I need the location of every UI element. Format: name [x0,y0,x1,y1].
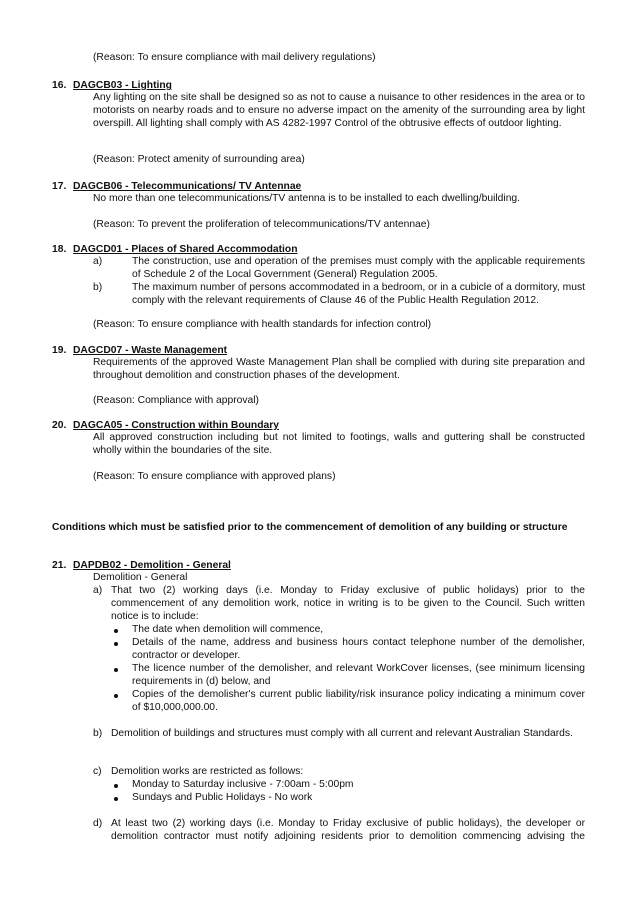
reason-text: (Reason: Protect amenity of surrounding area) [93,154,305,165]
condition-number: 16. [52,80,67,91]
bullet-item [114,779,585,792]
reason-text: (Reason: To prevent the proliferation of telecommunications/TV antennae) [93,219,430,230]
condition-number: 20. [52,420,67,431]
reason-text: (Reason: To ensure compliance with mail delivery regulations) [93,52,376,63]
bullet-text: Monday to Saturday inclusive - 7:00am - 5:00pm [132,779,354,790]
bullet-item [114,663,585,689]
bullet-text: Details of the name, address and business hours contact telephone number of the demolisher, contractor or developer. [132,637,585,661]
list-item-label: a) [93,256,103,267]
condition-number: 17. [52,181,67,192]
bullet-icon [114,784,118,788]
condition-body: No more than one telecommunications/TV antenna is to be installed to each dwelling/building. [93,193,521,204]
list-item: The maximum number of persons accommodated in a bedroom, or in a cubicle of a dormitory, must comply with the relevant requirements of Clause 46 of the Public Health Regulation 2012. [132,282,585,306]
list-item: That two (2) working days (i.e. Monday to Friday exclusive of public holidays) prior to the commencement of any demolition work, notice in writing is to be given to the Council. Such written notice is to include: [111,585,585,622]
bullet-icon [114,629,118,633]
section-heading: Conditions which must be satisfied prior to the commencement of demolition of any building or structure [52,522,568,533]
list-item-label: b) [93,728,103,739]
bullet-icon [114,642,118,646]
bullet-icon [114,797,118,801]
list-item: Demolition works are restricted as follows: [111,766,304,777]
condition-title: DAGCB03 - Lighting [73,80,172,91]
condition-subtitle: Demolition - General [93,572,188,583]
condition-number: 18. [52,244,67,255]
list-item-label: b) [93,282,103,293]
list-item-label: a) [93,585,103,596]
bullet-text: The date when demolition will commence, [132,624,324,635]
bullet-icon [114,668,118,672]
reason-text: (Reason: To ensure compliance with health standards for infection control) [93,319,432,330]
condition-title: DAGCD01 - Places of Shared Accommodation [73,244,298,255]
bullet-item [114,689,585,715]
condition-title: DAGCA05 - Construction within Boundary [73,420,279,431]
bullet-item [114,792,585,805]
condition-body: All approved construction including but not limited to footings, walls and guttering shall be constructed wholly within the boundaries of the site. [93,432,585,456]
list-item-label: d) [93,818,103,829]
bullet-item [114,637,585,663]
condition-title: DAGCB06 - Telecommunications/ TV Antennae [73,181,302,192]
reason-text: (Reason: Compliance with approval) [93,395,259,406]
bullet-item [114,624,585,637]
list-item: Demolition of buildings and structures must comply with all current and relevant Australian Standards. [111,728,573,739]
condition-body: Any lighting on the site shall be designed so as not to cause a nuisance to other residences in the area or to motorists on nearby roads and to ensure no adverse impact on the amenity of the surrounding area by light overspill. All lighting shall comply with AS 4282-1997 Control of the obtrusive effects of outdoor lighting. [93,92,585,129]
bullet-text: Copies of the demolisher's current public liability/risk insurance policy indicating a minimum cover of $10,000,000.00. [132,689,585,713]
condition-title: DAGCD07 - Waste Management [73,345,228,356]
bullet-text: Sundays and Public Holidays - No work [132,792,313,803]
reason-text: (Reason: To ensure compliance with approved plans) [93,471,336,482]
list-item: The construction, use and operation of the premises must comply with the applicable requirements of Schedule 2 of the Local Government (General) Regulation 2005. [132,256,585,280]
condition-title: DAPDB02 - Demolition - General [73,560,231,571]
bullet-text: The licence number of the demolisher, and relevant WorkCover licenses, (see minimum licensing requirements in (d) below, and [132,663,585,687]
condition-body: Requirements of the approved Waste Management Plan shall be complied with during site preparation and throughout demolition and construction phases of the development. [93,357,585,381]
condition-number: 21. [52,560,67,571]
condition-number: 19. [52,345,67,356]
list-item-label: c) [93,766,102,777]
list-item: At least two (2) working days (i.e. Monday to Friday exclusive of public holidays), the developer or demolition contractor must notify adjoining residents prior to demolition commencing advising the [111,818,585,842]
bullet-icon [114,694,118,698]
